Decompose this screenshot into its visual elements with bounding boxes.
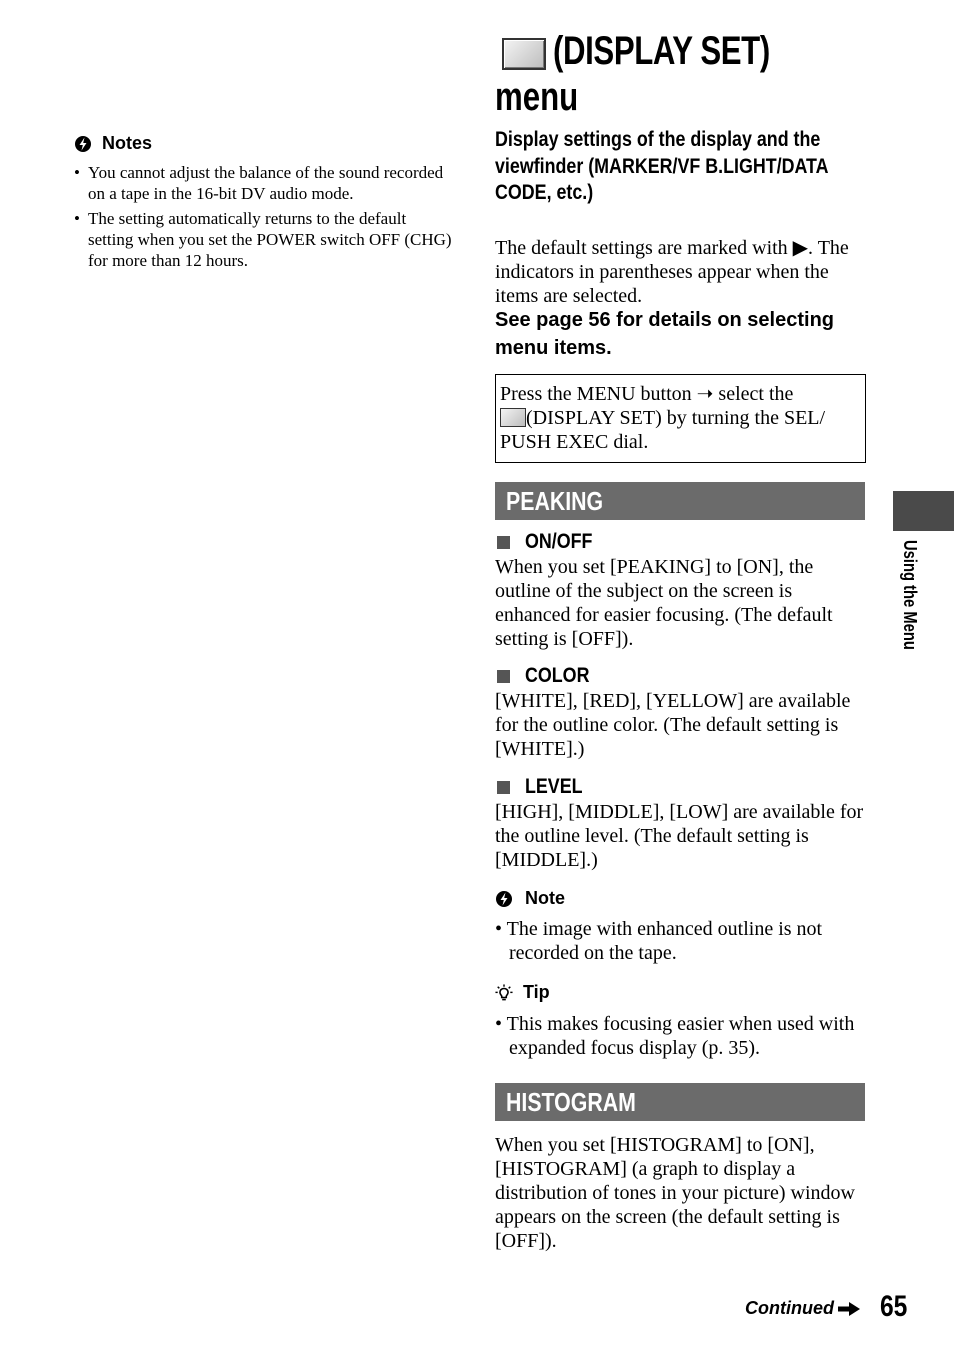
- histogram-description: When you set [HISTOGRAM] to [ON], [HISTOGRAM] (a graph to display a distribution of tones in your picture) window appears on the screen (the default setting is [OFF]).: [495, 1134, 855, 1252]
- continued-text: Continued: [745, 1298, 834, 1318]
- subheading-onoff: [497, 529, 604, 555]
- note-icon: [74, 135, 92, 153]
- lightbulb-icon: [495, 984, 513, 1002]
- continued-label: [745, 1298, 860, 1319]
- notes-heading-label: Notes: [102, 133, 153, 153]
- note-icon: [495, 890, 513, 908]
- list-item: • You cannot adjust the balance of the sound recorded on a tape in the 16-bit DV audio mode.: [74, 162, 454, 204]
- subheading-color: [497, 663, 601, 689]
- onoff-description: When you set [PEAKING] to [ON], the outline of the subject on the screen is enhanced for easier focusing. (The default setting is [OFF]).: [495, 556, 833, 650]
- section-header-histogram: [495, 1083, 865, 1121]
- page-title-line2: menu: [495, 75, 579, 119]
- default-settings-text: The default settings are marked with ▶. The indicators in parentheses appear when the items are selected.: [495, 237, 849, 307]
- note-heading: [495, 888, 565, 909]
- side-label-text: Using the Menu: [900, 540, 920, 650]
- tip-heading: [495, 982, 550, 1003]
- notes-heading: [74, 133, 152, 154]
- tip-heading-label: Tip: [523, 982, 550, 1002]
- list-item: • The setting automatically returns to the default setting when you set the POWER switch OFF (CHG) for more than 12 hours.: [74, 208, 454, 271]
- note-heading-label: Note: [525, 888, 565, 908]
- instruction-part1: Press the MENU button ➝ select the: [500, 383, 794, 405]
- square-bullet-icon: [497, 781, 510, 794]
- section-header-peaking: [495, 482, 865, 520]
- see-page-text: See page 56 for details on selecting menu items.: [495, 309, 835, 359]
- notes-list: [74, 162, 454, 275]
- page-number: 65: [880, 1290, 908, 1323]
- tip-text: • This makes focusing easier when used with expanded focus display (p. 35).: [495, 1013, 855, 1059]
- note-text: • The image with enhanced outline is not recorded on the tape.: [495, 918, 823, 964]
- side-label: [898, 540, 922, 680]
- square-bullet-icon: [497, 536, 510, 549]
- color-description: [WHITE], [RED], [YELLOW] are available for the outline color. (The default setting is [WHITE].): [495, 690, 851, 760]
- section-header-label: PEAKING: [506, 486, 604, 516]
- level-description: [HIGH], [MIDDLE], [LOW] are available for the outline level. (The default setting is [MIDDLE].): [495, 801, 864, 871]
- subheading-label: ON/OFF: [525, 530, 593, 553]
- arrow-right-icon: [838, 1302, 860, 1316]
- instruction-box: [495, 374, 866, 463]
- instruction-part2: (DISPLAY SET) by turning the SEL/ PUSH EXEC dial.: [500, 407, 826, 453]
- subheading-label: COLOR: [525, 664, 590, 687]
- square-bullet-icon: [497, 670, 510, 683]
- subheading-label: LEVEL: [525, 775, 583, 798]
- display-set-icon: [500, 408, 526, 427]
- side-tab: [893, 491, 954, 531]
- section-header-label: HISTOGRAM: [506, 1087, 636, 1117]
- page-title: (DISPLAY SET): [553, 29, 770, 73]
- subheading-level: [497, 774, 593, 800]
- page-subtitle: Display settings of the display and the viewfinder (MARKER/VF B.LIGHT/DATA CODE, etc.): [495, 128, 828, 204]
- display-set-icon: [502, 38, 546, 70]
